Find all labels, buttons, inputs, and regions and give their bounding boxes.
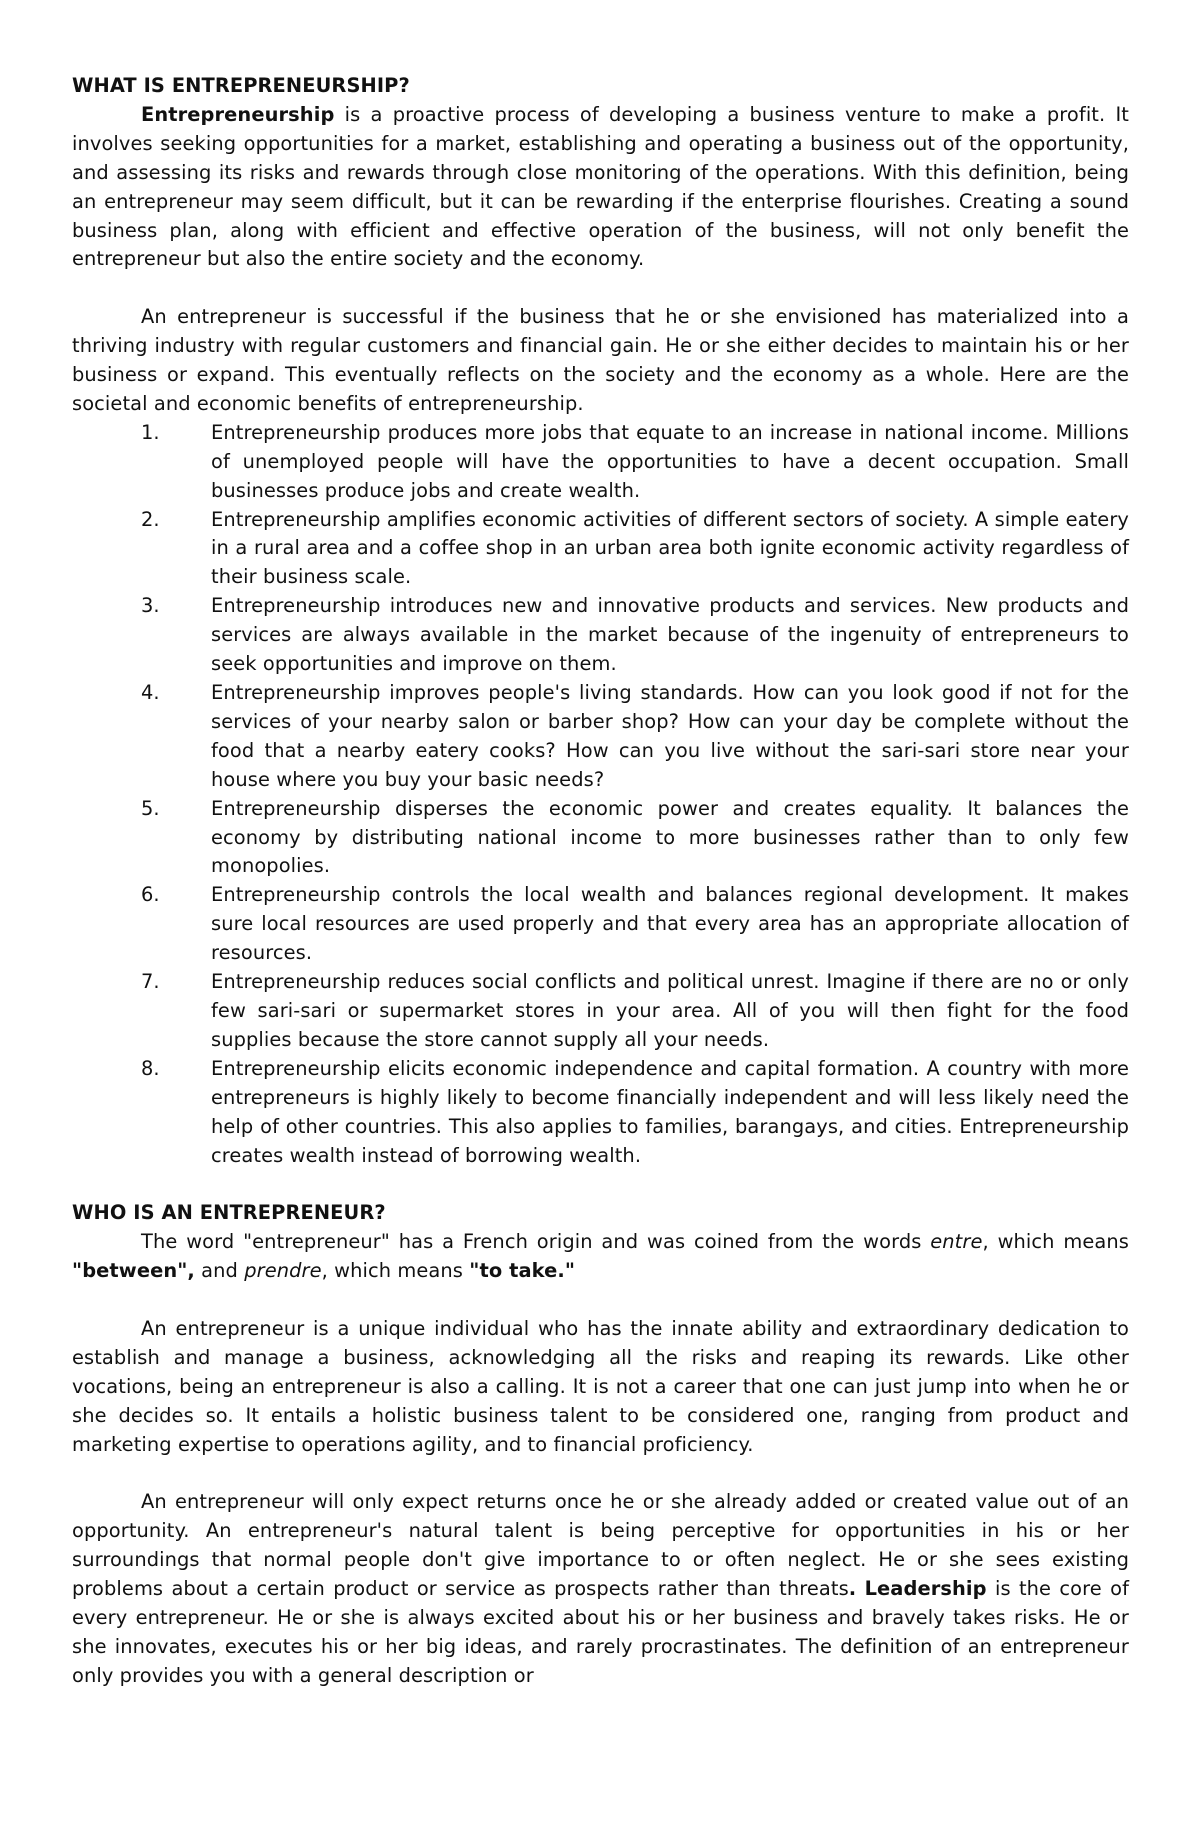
heading-what-is-entrepreneurship: WHAT IS ENTREPRENEURSHIP? — [72, 74, 410, 97]
section-gap — [72, 1170, 1129, 1199]
origin-text: and — [194, 1259, 245, 1283]
document-page — [72, 72, 1129, 1691]
list-number: 3. — [141, 594, 160, 618]
list-number: 8. — [141, 1056, 160, 1080]
returns-text: is the core of every entrepreneur. He or she is always excited about his or her business and bravely takes risks. He or she innovates, executes his or her big ideas, and rarely procrastinates. The definition of an entrepreneur only provides you with a general description or — [72, 1577, 1129, 1687]
meaning-to-take: "to take." — [469, 1259, 576, 1283]
list-number: 1. — [141, 420, 160, 444]
paragraph-expected-returns — [72, 1488, 1129, 1690]
origin-text: The word "entrepreneur" has a French origin and was coined from the words — [141, 1230, 931, 1254]
paragraph-gap — [72, 1286, 1129, 1315]
definition-text: is a proactive process of developing a business venture to make a profit. It involves seeking opportunities for a market, establishing and operating a business out of the opportunity, and assessing its risks and rewards through close monitoring of the operations. With this definition, being an entrepreneur may seem difficult, but it can be rewarding if the enterprise flourishes. Creating a sound business plan, along with efficient and effective operation of the business, will not only benefit the entrepreneur but also the entire society and the economy. — [72, 102, 1129, 271]
word-prendre: prendre — [244, 1259, 322, 1283]
paragraph-word-origin — [72, 1228, 1129, 1286]
paragraph-gap — [72, 1459, 1129, 1488]
benefits-list — [72, 419, 1129, 1171]
list-text: Entrepreneurship introduces new and innovative products and services. New products and services are always available in the market because of the ingenuity of entrepreneurs to seek opportunities and improve on them. — [211, 594, 1129, 676]
list-text: Entrepreneurship disperses the economic power and creates equality. It balances the economy by distributing national income to more businesses rather than to only few monopolies. — [211, 796, 1129, 878]
list-number: 6. — [141, 883, 160, 907]
paragraph-gap — [72, 274, 1129, 303]
list-text: Entrepreneurship elicits economic independence and capital formation. A country with more entrepreneurs is highly likely to become financially independent and will less likely need the help of other countries. This also applies to families, barangays, and cities. Entrepreneurship creates wealth instead of borrowing wealth. — [211, 1056, 1129, 1167]
list-item — [72, 968, 1129, 1055]
list-text: Entrepreneurship amplifies economic activities of different sectors of society. A simple eatery in a rural area and a coffee shop in an urban area both ignite economic activity regardless of their business scale. — [211, 507, 1129, 589]
list-text: Entrepreneurship improves people's living standards. How can you look good if not for the services of your nearby salon or barber shop? How can your day be complete without the food that a nearby eatery cooks? How can you live without the sari-sari store near your house where you buy your basic needs? — [211, 681, 1129, 791]
bold-period: . — [848, 1577, 857, 1601]
meaning-between: "between", — [72, 1259, 195, 1283]
term-leadership: Leadership — [864, 1577, 987, 1601]
origin-text: , which means — [321, 1259, 470, 1283]
origin-text: , which means — [982, 1230, 1129, 1254]
heading-who-is-an-entrepreneur: WHO IS AN ENTREPRENEUR? — [72, 1201, 386, 1225]
list-item — [72, 592, 1129, 679]
list-item — [72, 679, 1129, 795]
word-entre: entre — [930, 1230, 983, 1254]
list-item — [72, 795, 1129, 882]
list-number: 5. — [141, 796, 160, 820]
paragraph-successful-entrepreneur: An entrepreneur is successful if the business that he or she envisioned has materialized into a thriving industry with regular customers and financial gain. He or she either decides to maintain his or her business or expand. This eventually reflects on the society and the economy as a whole. Here are the societal and economic benefits of entrepreneurship. — [72, 305, 1129, 415]
term-entrepreneurship: Entrepreneurship — [141, 102, 335, 126]
list-text: Entrepreneurship reduces social conflicts and political unrest. Imagine if there are no or only few sari-sari or supermarket stores in your area. All of you will then fight for the food supplies because the store cannot supply all your needs. — [211, 970, 1129, 1051]
paragraph-unique-individual: An entrepreneur is a unique individual who has the innate ability and extraordinary dedication to establish and manage a business, acknowledging all the risks and reaping its rewards. Like other vocations, being an entrepreneur is also a calling. It is not a career that one can just jump into when he or she decides so. It entails a holistic business talent to be considered one, ranging from product and marketing expertise to operations agility, and to financial proficiency. — [72, 1316, 1129, 1456]
list-number: 4. — [141, 681, 160, 705]
list-text: Entrepreneurship produces more jobs that equate to an increase in national income. Millions of unemployed people will have the opportunities to have a decent occupation. Small businesses produce jobs and create wealth. — [211, 420, 1129, 502]
returns-text: An entrepreneur will only expect returns once he or she already added or created value out of an opportunity. An entrepreneur's natural talent is being perceptive for opportunities in his or her surroundings that normal people don't give importance to or often neglect. He or she sees existing problems about a certain product or service as prospects rather than threats — [72, 1490, 1129, 1601]
list-item — [72, 506, 1129, 593]
list-item — [72, 881, 1129, 968]
list-item — [72, 1055, 1129, 1171]
list-text: Entrepreneurship controls the local wealth and balances regional development. It makes sure local resources are used properly and that every area has an appropriate allocation of resources. — [211, 883, 1129, 965]
list-item — [72, 419, 1129, 506]
list-number: 7. — [141, 970, 160, 994]
list-number: 2. — [141, 507, 160, 531]
paragraph-definition — [72, 101, 1129, 274]
